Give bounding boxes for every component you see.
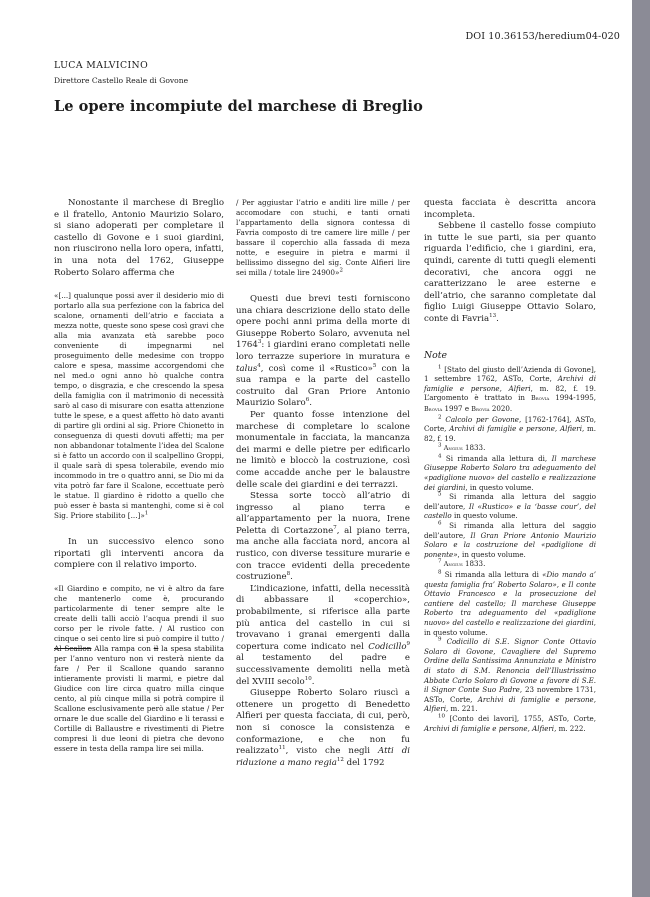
page-edge-tab [632, 0, 650, 897]
body-paragraph: Nonostante il marchese di Breglio e il fratello, Antonio Maurizio Solaro, si siano adoperati per completare il castello di Govone e i suoi giardini, non riuscirono nella loro opera, infatti, in una nota del 1762, Giuseppe Roberto Solaro afferma che [54, 198, 224, 278]
doi-label: DOI 10.36153/heredium04-020 [465, 31, 620, 42]
body-paragraph: Per quanto fosse intenzione del marchese di completare lo scalone monumentale in facciata, la mancanza dei marmi e delle pietre per edificarlo ne limitò e bloccò la costruzione, così come accadde anche per le balaustre delle scale dei giardini e dei terrazzi. [236, 409, 410, 490]
footnote: $^8$ Si rimanda alla lettura di «Dio mando a’ questa famiglia fra’ Roberto Solaro», e Il conte Ottavio Francesco e la prosecuzione del cantiere del castello; Il marchese Giuseppe Roberto tra adeguamento del «padiglione nuovo» del castello e realizzazione dei giardini, in questo volume. [424, 569, 596, 637]
body-paragraph: Questi due brevi testi forniscono una chiara descrizione dello stato delle opere pochi anni prima della morte di Giuseppe Roberto Solaro, avvenuta nel 1764$^3$: i giardini erano completati nelle loro terrazze superiore in muratura e talus$^4$, così come il «Rustico»$^5$ con la sua rampa e la parte del castello costruito dal Gran Priore Antonio Maurizio Solaro$^6$. [236, 294, 410, 409]
author-name: LUCA MALVICINO [54, 60, 149, 71]
body-paragraph: Stessa sorte toccò all’atrio di ingresso al piano terra e all’appartamento per la nuora, Irene Peletta di Cortazzone$^7$, al piano terra, ma anche alla facciata nord, ancora al rustico, con diverse tessiture murarie e con tracce evidenti della precedente costruzione$^8$. [236, 491, 411, 583]
text-column-1 [54, 198, 224, 754]
body-paragraph: questa facciata è descritta ancora incompleta. [424, 198, 596, 220]
footnote: $^4$ Si rimanda alla lettura di, Il marchese Giuseppe Roberto Solaro tra adeguamento del «padiglione nuovo» del castello e realizzazione dei giardini, in questo volume. [424, 453, 596, 492]
footnote: $^7$ Angius 1833. [438, 559, 486, 569]
footnote: $^3$ Angius 1833. [438, 442, 486, 453]
footnote: $^5$ Si rimanda alla lettura del saggio dell’autore, Il «Rustico» e la ‘basse cour’, del castello in questo volume. [424, 491, 596, 521]
footnote: $^{10}$ [Conto dei lavori], 1755, ASTo, Corte, Archivi di famiglie e persone, Alfieri, m. 222. [424, 713, 596, 733]
body-paragraph: Giuseppe Roberto Solaro riuscì a ottenere un progetto di Benedetto Alfieri per questa facciata, di cui, però, non si conosce la consistenza e conformazione, e che non fu realizzato$^{11}$, visto che negli Atti di riduzione a mano regia$^{12}$ del 1792 [236, 688, 410, 768]
block-quote: / Per aggiustar l’atrio e anditi lire mille / per accomodare con stuchi, e tanti ornati l’appartamento della signora contessa di Favria composto di tre camere lire mille / per bassare il coperchio alla fassada di meza notte, e eseguire in pietra e marmi il bellissimo dissegno del sig. Conte Alfieri lire sei milla / totale lire 24900»$^2$ [236, 198, 410, 277]
article-title: Le opere incompiute del marchese di Breglio [54, 98, 423, 115]
footnote: $^2$ Calcolo per Govone, [1762-1764], ASTo, Corte, Archivi di famiglie e persone, Alfieri, m. 82, f. 19. [424, 414, 597, 443]
block-quote: «[...] qualunque possi aver il desiderio mio di portarlo alla sua perfezione con la fabrica del scalone, ornamenti dell’atrio e facciata a mezza notte, queste sono spese così gravi che alla mia avanzata età sarebbe poco conveniente di impegnarmi nel proseguimento delle medesime con troppo calore e spesa, massime accorgendomi che nel med.o ogni anno hò qualche contra tempo, o disgrazia, e che crescendo la spesa della famiglia con il matrimonio di necessità sarò al caso di misurare con esatta attenzione tutte le spese, e a quest affetto hò dato avanti di partire gli ordini al sig. Priore Chionetto in conseguenza di questi dovuti affetti; ma per non abbandonar totalmente l’idea del Scalone si è fatto un accordo con il scalpellino Groppi, il quale sarà di spesa tolerabile, evendo mio incommodo in tre o quattro anni, se Dio mi da vita potrò far fare il Scalone, eccettuate però le statue. Il giardino è ridotto a quello che può esser è basta si mantenghi, come si è col Sig. Priore stabilito [...]»$^1$ [54, 291, 224, 521]
body-paragraph: Sebbene il castello fosse compiuto in tutte le sue parti, sia per quanto riguarda l’edificio, che i giardini, era, quindi, carente di tutti quegli elementi decorativi, che ancora oggi ne caratterizzano le aree esterne e dell’atrio, che saranno completate dal figlio Luigi Giuseppe Ottavio Solaro, conte di Favria$^{13}$. [424, 221, 596, 324]
author-affiliation: Direttore Castello Reale di Govone [54, 76, 189, 85]
block-quote: «Il Giardino e compito, ne vi è altro da fare che mantenerlo come è, procurando particolarmente di tener sempre alte le create delli talli acciò l’acqua prendi il suo corso per le rivole fatte. / Al rustico con cinque o sei cento lire si può compire il tutto / Al Scallon Alla rampa con il la spesa stabilita per l’anno venturo non vi resterà niente da fare / Per il Scallone quando saranno intieramente provisti li marmi, e pietre dal Giudice con lire circa quatro milla cinque cento, al più cinque milla si potrà compire il Scallone esclusivamente però alle statue / Per ornare le due scalle del Giardino e li terassi e Cortille di Ballaustre e rivestimenti di Pietre compresi li due leoni di pietra che devono essere in testa della rampa lire sei milla. [54, 583, 224, 753]
footnote: $^9$ Codicillo di S.E. Signor Conte Ottavio Solaro di Govone, Cavagliere del Supremo Ordine della Santissima Annunziata e Ministro di stato di S.M. Renoncia dell’Illustrissimo Abbate Carlo Solaro di Govone a favore di S.E. il Signor Conte Suo Padre, 23 novembre 1731, ASTo, Corte, Archivi di famiglie e persone, Alfieri, m. 221. [424, 636, 596, 714]
notes-heading: Note [424, 349, 447, 361]
text-column-2 [236, 198, 410, 769]
body-paragraph: L’indicazione, infatti, della necessità di abbassare il «coperchio», probabilmente, si riferisce alla parte più antica del castello in cui si trovavano i granai emergenti dalla copertura come indicato nel Codicillo$^9$ al testamento del padre e successivamente demoliti nella metà del XVIII secolo$^{10}$. [236, 583, 410, 687]
body-paragraph: In un successivo elenco sono riportati gli interventi ancora da compiere con il relativo importo. [54, 537, 224, 571]
footnote: $^6$ Si rimanda alla lettura del saggio dell’autore, Il Gran Priore Antonio Maurizio Solaro e la costruzione del «padiglione di ponente», in questo volume. [424, 520, 596, 559]
footnote: $^1$ [Stato del giusto dell’Azienda di Govone], 1 settembre 1762, ASTo, Corte, Archivi di famiglie e persone, Alfieri, m. 82, f. 19. L’argomento è trattato in Brovia 1994-1995, Brovia 1997 e Brovia 2020. [424, 364, 596, 413]
text-column-3 [424, 198, 596, 733]
